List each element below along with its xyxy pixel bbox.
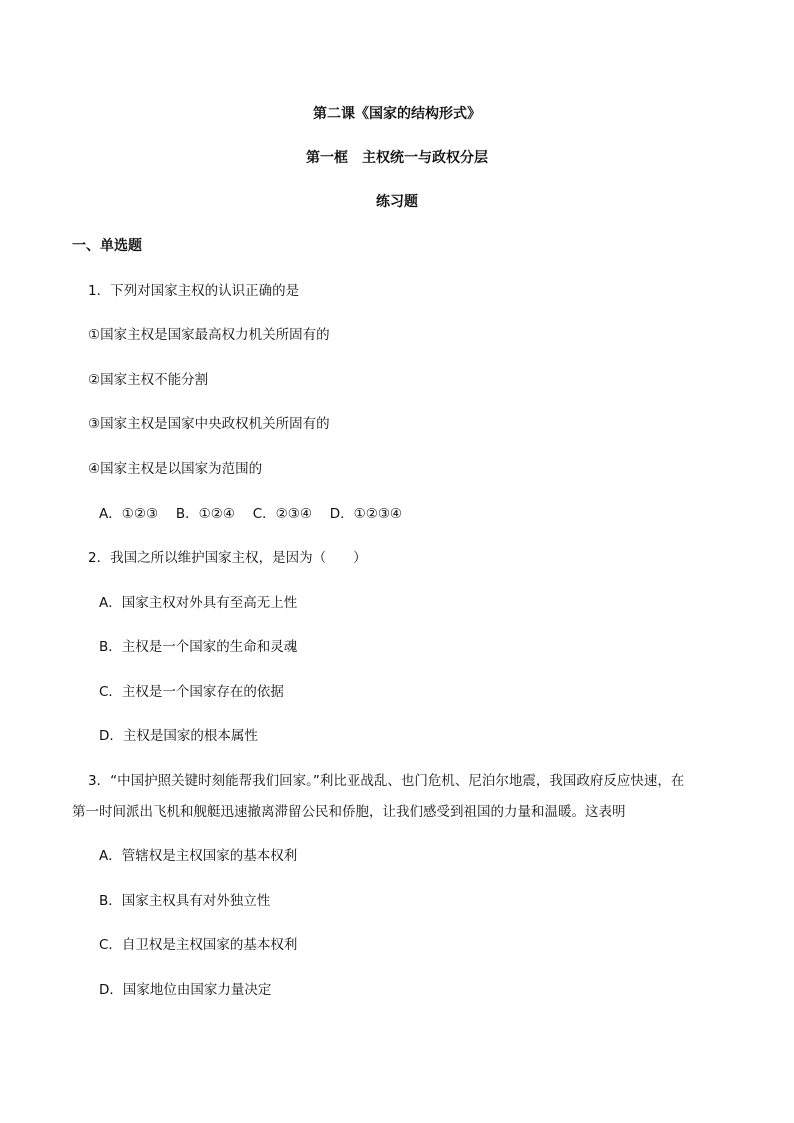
question-1-item: ①国家主权是国家最高权力机关所固有的 [88,327,330,343]
question-3-stem-line-1: 3．“中国护照关键时刻能帮我们回家。”利比亚战乱、也门危机、尼泊尔地震，我国政府反应快速，在 [88,773,685,789]
question-1-stem: 1．下列对国家主权的认识正确的是 [88,283,300,299]
question-1-item: ④国家主权是以国家为范围的 [88,461,263,477]
question-3-option: D．国家地位由国家力量决定 [99,982,272,998]
section-heading: 一、单选题 [72,238,142,254]
question-3-stem-line-2: 第一时间派出飞机和舰艇迅速撤离滞留公民和侨胞，让我们感受到祖国的力量和温暖。这表明 [72,804,626,820]
question-3-option: A．管辖权是主权国家的基本权利 [99,848,298,864]
question-2-option: B．主权是一个国家的生命和灵魂 [99,639,298,655]
question-3-option: C．自卫权是主权国家的基本权利 [99,937,298,953]
question-2-option: A．国家主权对外具有至高无上性 [99,595,298,611]
lesson-title: 第二课《国家的结构形式》 [313,106,481,122]
question-2-option: C．主权是一个国家存在的依据 [99,684,284,700]
question-2-option: D．主权是国家的根本属性 [99,728,258,744]
question-3-option: B．国家主权具有对外独立性 [99,893,271,909]
question-1-item: ③国家主权是国家中央政权机关所固有的 [88,416,330,432]
section-title: 第一框 主权统一与政权分层 [306,150,488,166]
question-1-item: ②国家主权不能分割 [88,372,209,388]
question-1-options: A．①②③ B．①②④ C．②③④ D．①②③④ [99,506,403,522]
question-2-stem: 2．我国之所以维护国家主权，是因为（ ） [88,550,367,566]
exercise-title: 练习题 [376,194,418,210]
